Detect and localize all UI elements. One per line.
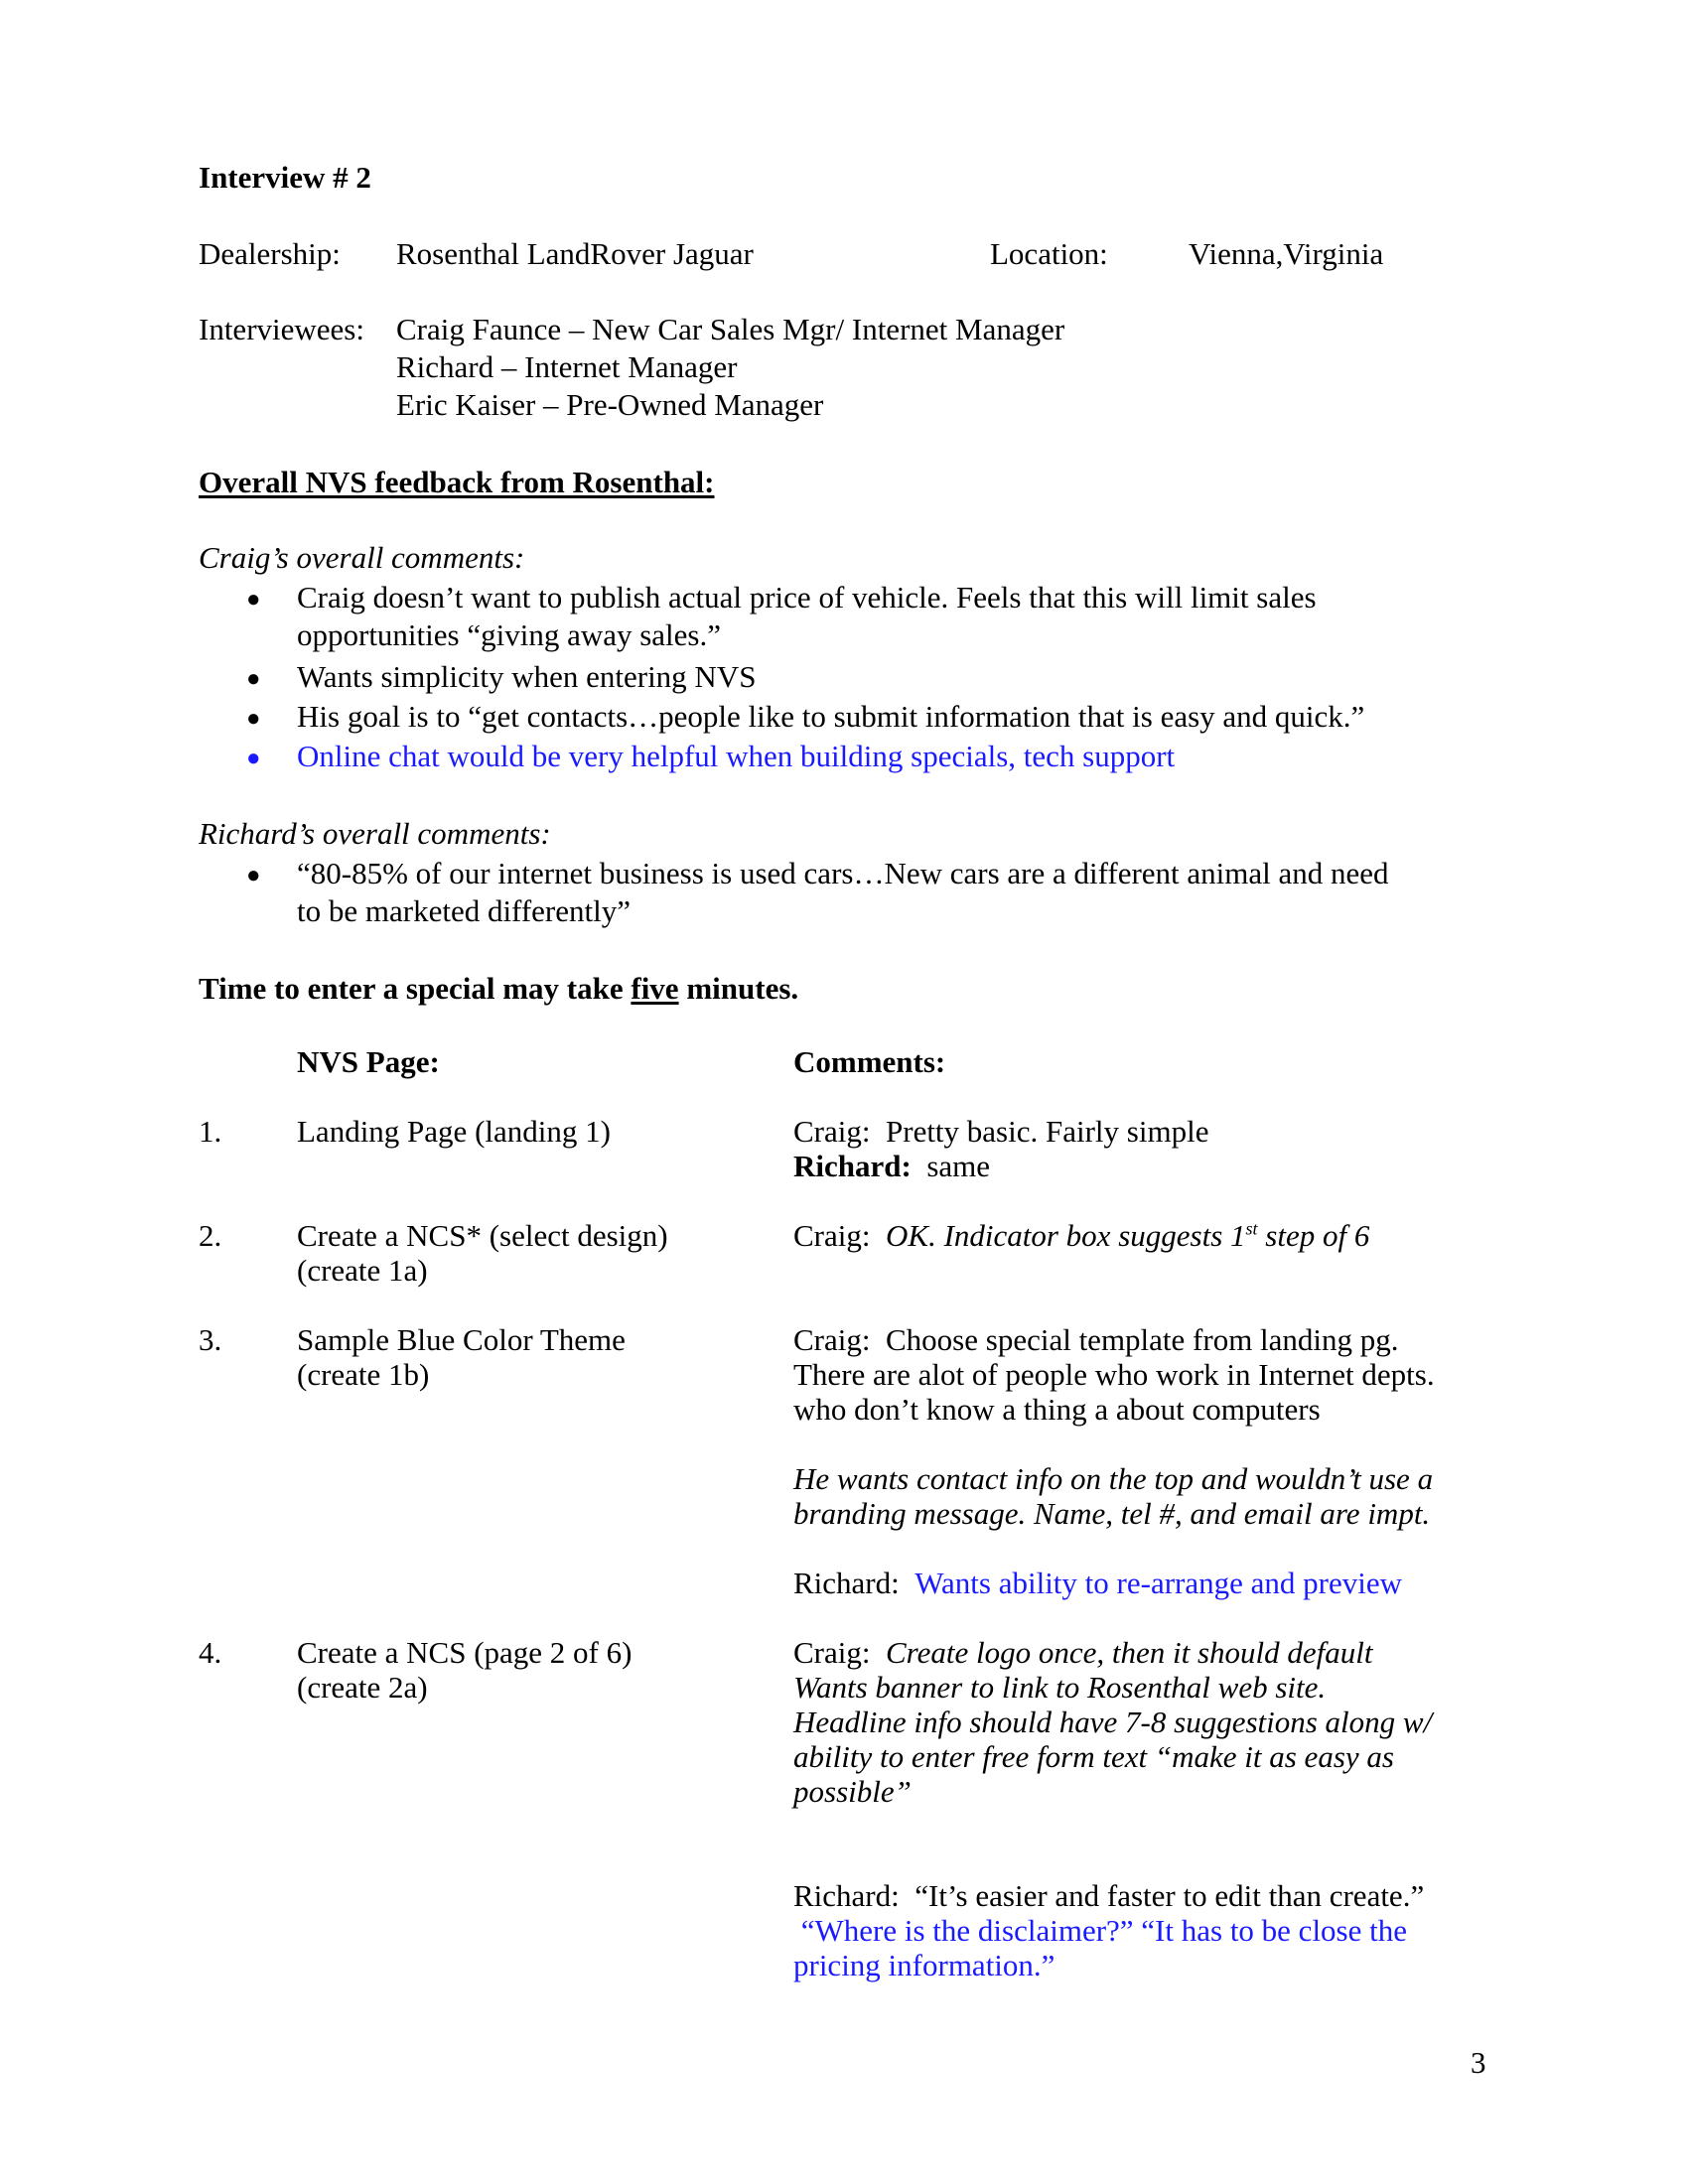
row-page: (create 2a) <box>297 1670 428 1705</box>
speaker-label: Richard: <box>793 1566 900 1600</box>
interviewee-item: Craig Faunce – New Car Sales Mgr/ Internet Manager <box>396 312 1065 346</box>
page-number: 3 <box>1471 2045 1486 2080</box>
craig-comments-heading: Craig’s overall comments: <box>199 540 525 575</box>
bullet-text: Craig doesn’t want to publish actual price of vehicle. Feels that this will limit sales <box>297 580 1317 614</box>
row-number: 4. <box>199 1635 222 1670</box>
row-comment <box>793 1635 1372 1671</box>
row-number: 1. <box>199 1114 222 1149</box>
comment-text-italic: ability to enter free form text “make it as easy as <box>793 1739 1394 1774</box>
bullet-icon: ● <box>246 587 261 613</box>
location-value: Vienna,Virginia <box>1189 236 1384 271</box>
row-comment <box>793 1114 1208 1150</box>
interviewee-item: Richard – Internet Manager <box>396 349 738 384</box>
comment-text-highlight: “Where is the disclaimer?” “It has to be close the <box>793 1913 1408 1948</box>
location-label: Location: <box>990 236 1108 271</box>
bullet-icon: ● <box>246 706 261 732</box>
bullet-icon: ● <box>246 863 261 888</box>
row-page: (create 1b) <box>297 1357 430 1392</box>
comment-text: same <box>926 1149 991 1183</box>
bullet-text: opportunities “giving away sales.” <box>297 617 722 652</box>
row-page: (create 1a) <box>297 1253 428 1288</box>
bullet-icon: ● <box>246 746 261 771</box>
time-note <box>199 971 798 1007</box>
row-page: Create a NCS* (select design) <box>297 1218 668 1253</box>
speaker-label: Richard: <box>793 1878 900 1913</box>
column-header-page: NVS Page: <box>297 1044 440 1079</box>
row-page: Landing Page (landing 1) <box>297 1114 611 1149</box>
speaker-label: Craig: <box>793 1635 871 1670</box>
interviewee-item: Eric Kaiser – Pre-Owned Manager <box>396 387 824 422</box>
bullet-text-highlight: Online chat would be very helpful when building specials, tech support <box>297 739 1176 773</box>
feedback-heading: Overall NVS feedback from Rosenthal: <box>199 465 715 499</box>
comment-text: “It’s easier and faster to edit than create.” <box>914 1878 1425 1913</box>
row-number: 2. <box>199 1218 222 1253</box>
row-comment <box>793 1878 1424 1914</box>
bullet-text: Wants simplicity when entering NVS <box>297 659 757 694</box>
dealership-value: Rosenthal LandRover Jaguar <box>396 236 754 271</box>
comment-text-italic: He wants contact info on the top and wouldn’t use a <box>793 1461 1434 1496</box>
speaker-label: Craig: <box>793 1218 871 1253</box>
comment-text-highlight: pricing information.” <box>793 1948 1055 1982</box>
comment-text-italic: branding message. Name, tel #, and email are impt. <box>793 1496 1431 1531</box>
row-comment <box>793 1149 990 1184</box>
bullet-text: to be marketed differently” <box>297 893 631 928</box>
row-page: Sample Blue Color Theme <box>297 1322 626 1357</box>
comment-text: who don’t know a thing a about computers <box>793 1392 1321 1427</box>
row-number: 3. <box>199 1322 222 1357</box>
column-header-comments: Comments: <box>793 1044 946 1079</box>
interview-title: Interview # 2 <box>199 160 371 195</box>
bullet-icon: ● <box>246 666 261 692</box>
comment-text-highlight: Wants ability to re-arrange and preview <box>914 1566 1402 1600</box>
dealership-label: Dealership: <box>199 236 341 271</box>
superscript: st <box>1245 1218 1258 1239</box>
row-comment <box>793 1566 1402 1601</box>
bullet-text: His goal is to “get contacts…people like to submit information that is easy and quick.” <box>297 699 1365 734</box>
comment-text: step of 6 <box>1257 1218 1370 1253</box>
time-note-after: minutes. <box>678 971 799 1006</box>
row-comment <box>793 1218 1369 1254</box>
comment-text-italic: possible” <box>793 1774 912 1809</box>
speaker-label: Craig: <box>793 1114 871 1149</box>
comment-text: There are alot of people who work in Internet depts. <box>793 1357 1435 1392</box>
row-page: Create a NCS (page 2 of 6) <box>297 1635 633 1670</box>
comment-text: Choose special template from landing pg. <box>886 1322 1399 1357</box>
speaker-label: Craig: <box>793 1322 871 1357</box>
row-comment <box>793 1322 1399 1358</box>
time-note-emphasis: five <box>631 971 679 1006</box>
bullet-text: “80-85% of our internet business is used cars…New cars are a different animal and need <box>297 856 1389 890</box>
interviewees-label: Interviewees: <box>199 312 364 346</box>
speaker-label: Richard: <box>793 1149 912 1183</box>
comment-text: OK. Indicator box suggests 1 <box>886 1218 1246 1253</box>
comment-text-italic: Create logo once, then it should default <box>886 1635 1373 1670</box>
richard-comments-heading: Richard’s overall comments: <box>199 816 551 851</box>
comment-text-italic: Wants banner to link to Rosenthal web site. <box>793 1670 1327 1705</box>
comment-text-italic: Headline info should have 7-8 suggestions along w/ <box>793 1705 1433 1739</box>
comment-text: Pretty basic. Fairly simple <box>886 1114 1209 1149</box>
time-note-before: Time to enter a special may take <box>199 971 632 1006</box>
